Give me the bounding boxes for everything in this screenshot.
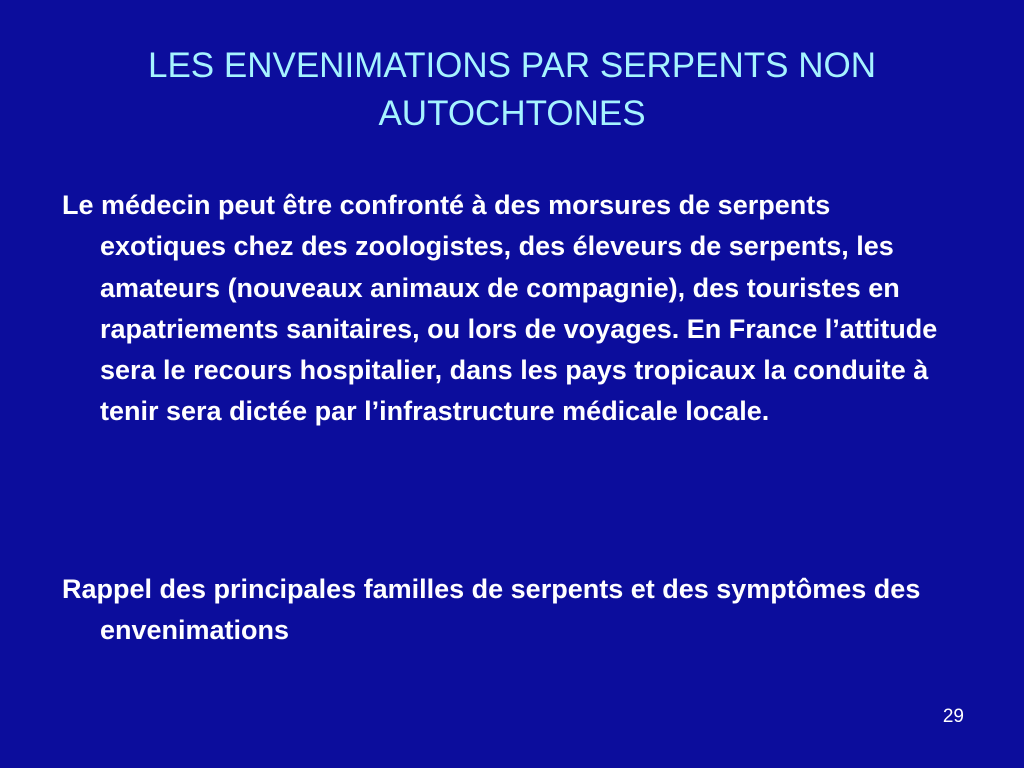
slide-page-number: 29 (942, 706, 964, 727)
slide-title: LES ENVENIMATIONS PAR SERPENTS NON AUTOCHTONES (147, 46, 876, 133)
body-paragraph-first: Le médecin peut être confronté à des morsures de serpents exotiques chez des zoologistes, des éleveurs de serpents, les amateurs (nouveaux animaux de compagnie), des touristes en rapatriements sanitaires, ou lors de voyages. En France l’attitude sera le recours hospitalier, dans les pays tropicaux la conduite à tenir sera dictée par l’infrastructure médicale locale. (62, 190, 938, 427)
body-paragraph-second: Rappel des principales familles de serpents et des symptômes des envenimations (62, 574, 921, 646)
